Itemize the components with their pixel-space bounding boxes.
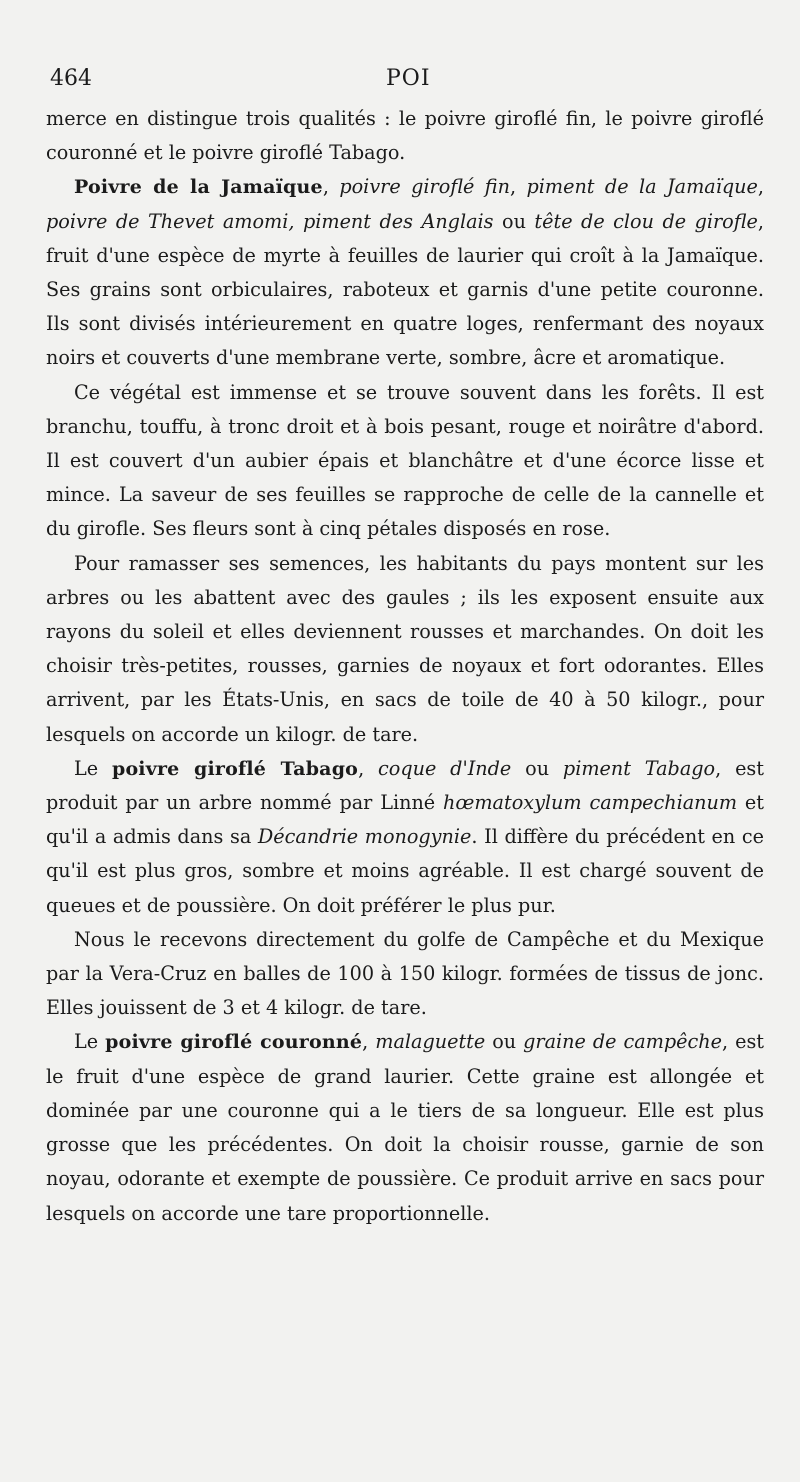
- paragraph: [46, 376, 764, 547]
- italic-text: piment de la Jamaïque: [526, 175, 758, 199]
- paragraph: [46, 170, 764, 375]
- italic-text: Décandrie monogynie: [257, 825, 472, 849]
- text-run: , est le fruit d'une espèce de grand laurier. Cette graine est allongée et dominée par une couronne qui a le tiers de sa longueur. Elle est plus grosse que les précédentes. On doit la choisir rousse, garnie de son noyau, odorante et exempte de poussière. Ce produit arrive en sacs pour lesquels on accorde une tare proportionnelle.: [46, 1030, 765, 1225]
- text-run: ,: [362, 1030, 376, 1054]
- page-number: 464: [50, 66, 92, 91]
- italic-text: graine de campêche: [523, 1030, 722, 1054]
- paragraph: [46, 102, 764, 170]
- entry-term: poivre giroflé couronné: [105, 1031, 363, 1054]
- text-run: ,: [358, 756, 379, 780]
- text-run: ,: [509, 175, 527, 199]
- paragraph: [46, 1025, 764, 1230]
- italic-text: hœmatoxylum campechianum: [443, 791, 738, 815]
- italic-text: malaguette: [375, 1030, 486, 1054]
- text-run: Ce végétal est immense et se trouve souvent dans les forêts. Il est branchu, touffu, à tronc droit et à bois pesant, rouge et noirâtre d'abord. Il est couvert d'un aubier épais et blanchâtre et d'une écorce lisse et mince. La saveur de ses feuilles se rapproche de celle de la cannelle et du girofle. Ses fleurs sont à cinq pétales disposés en rose.: [46, 380, 764, 541]
- text-run: ou: [511, 756, 563, 780]
- paragraph: [46, 547, 764, 752]
- text-run: . Il diffère du précédent en ce qu'il est plus gros, sombre et moins agréable. Il est chargé souvent de queues et de poussière. On doit préférer le plus pur.: [46, 825, 764, 917]
- running-head: POI: [386, 66, 431, 91]
- text-run: Pour ramasser ses semences, les habitants du pays montent sur les arbres ou les abattent avec des gaules ; ils les exposent ensuite aux rayons du soleil et elles deviennent rousses et marchandes. On doit les choisir très-petites, rousses, garnies de noyaux et fort odorantes. Elles arrivent, par les États-Unis, en sacs de toile de 40 à 50 kilogr., pour lesquels on accorde un kilogr. de tare.: [46, 551, 764, 746]
- text-run: ,: [322, 175, 340, 199]
- text-run: Nous le recevons directement du golfe de Campêche et du Mexique par la Vera-Cruz en balles de 100 à 150 kilogr. formées de tissus de jonc. Elles jouissent de 3 et 4 kilogr. de tare.: [46, 927, 764, 1020]
- text-run: et qu'il a admis dans sa: [46, 791, 764, 849]
- text-run: ou: [485, 1030, 524, 1054]
- italic-text: tête de clou de girofle: [534, 209, 758, 233]
- text-run: Le: [74, 756, 112, 780]
- text-run: ,: [757, 175, 764, 199]
- text-run: , fruit d'une espèce de myrte à feuilles de laurier qui croît à la Jamaïque. Ses grains sont orbiculaires, raboteux et garnis d'une petite couronne. Ils sont divisés intérieurement en quatre loges, renfermant des noyaux noirs et couverts d'une membrane verte, sombre, âcre et aromatique.: [46, 209, 764, 370]
- entry-term: poivre giroflé Tabago: [111, 757, 359, 780]
- page-header: [46, 62, 764, 96]
- text-run: merce en distingue trois qualités : le poivre giroflé fin, le poivre giroflé couronné et le poivre giroflé Tabago.: [46, 107, 764, 165]
- italic-text: poivre giroflé fin: [339, 175, 510, 199]
- text-run: , est produit par un arbre nommé par Linné: [46, 756, 764, 815]
- body-text: [46, 102, 764, 1231]
- paragraph: [46, 752, 764, 923]
- italic-text: coque d'Inde: [378, 756, 512, 780]
- paragraph: [46, 923, 764, 1026]
- italic-text: poivre de Thevet amomi, piment des Anglais: [46, 209, 494, 233]
- text-run: ou: [493, 209, 535, 233]
- text-run: Le: [74, 1030, 106, 1054]
- italic-text: piment Tabago: [562, 756, 716, 780]
- entry-term: Poivre de la Jamaïque: [74, 176, 323, 199]
